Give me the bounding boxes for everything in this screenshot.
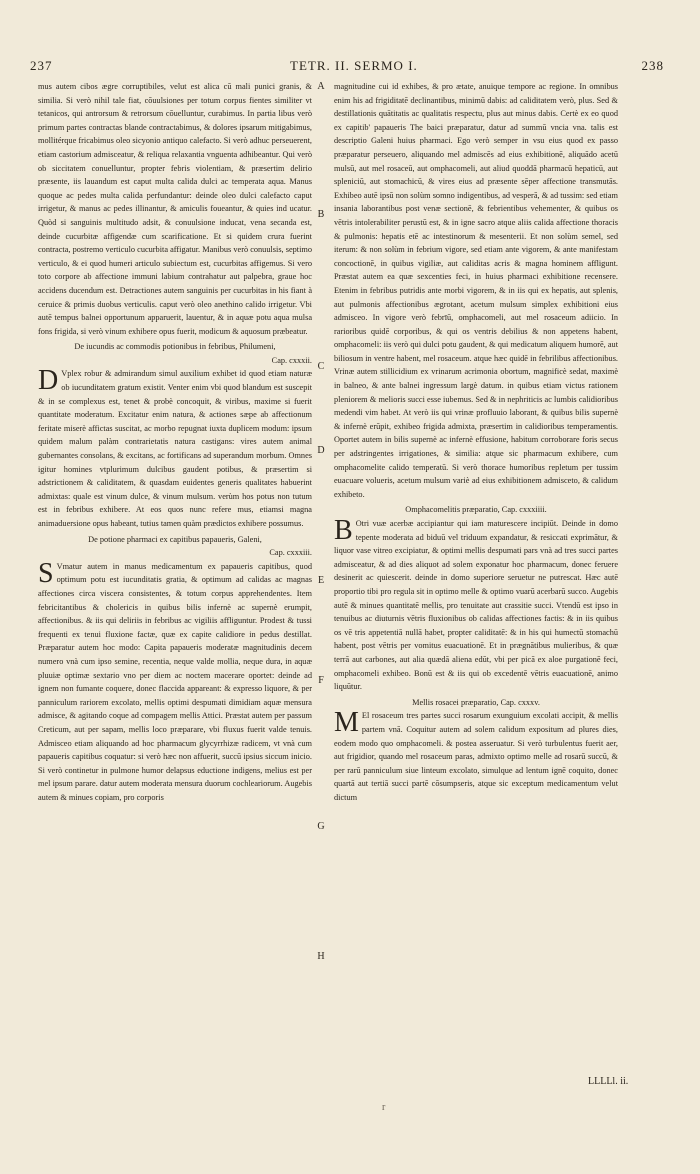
margin-letter-f: F (318, 675, 324, 686)
section-heading-omphacomelitis: Omphacomelitis præparatio, Cap. cxxxiiii. (405, 505, 547, 515)
section-heading-mellis: Mellis rosacei præparatio, Cap. cxxxv. (412, 697, 540, 707)
margin-letter-e: E (317, 575, 325, 586)
drop-cap-b: B (334, 515, 353, 546)
left-column (38, 80, 312, 804)
drop-cap-s: S (38, 557, 54, 589)
paragraph-duplex (38, 367, 312, 530)
section-heading-potione: De potione pharmaci ex capitibus papaueris, Galeni, (88, 534, 262, 544)
margin-letter-c: C (317, 361, 325, 372)
margin-letter-g: G (317, 821, 325, 832)
signature-mark: LLLLl. ii. (588, 1076, 629, 1087)
paragraph-text: Vplex robur & admirandum simul auxilium exhibet id quod etiam naturæ ob iucunditatem gratum existit. Venter enim vbi quod blandum est suscepit & in se complexus est, tenet & probè concoquit, & viribus, maxime si fuerit quantitate moderatum. Excitatur enim natura, & actiones sæpe ab affectionum feritate miserè affictas suscitat, ac morbo repugnat iuxta duplicem modum: ipsum quidem malum palàm contrarietatis natura castigans: vires autem animal gubernantes consolans, & excitans, ac fortificans ad superandum morbum. Omnes igitur homines vtplurimum dulcibus gaudent potibus, & præsertim si adstrictionem & caliditatem, & quasdam euidentes generis qualitates habuerint admixtas: quale est vinum dulce, & vinum mulsum. verùm hos potus non tutum est in febribus exhibere. At eos quos nunc refere mus, etiamsi magna animaduersione opus habeant, tutius tamen quàm prædictos exhibere possumus. (38, 369, 312, 528)
drop-cap-d: D (38, 365, 59, 397)
drop-cap-m: M (334, 707, 359, 739)
faint-mark: r (382, 1102, 386, 1113)
margin-letter-a: A (317, 81, 325, 92)
paragraph-continued: magnitudine cui id exhibes, & pro ætate, anuique tempore ac regione. In omnibus enim his ad frigiditatē declinantibus, minimū dabis: ad caliditatem verò, plus. Sed & destillationis quātitatis ac qualitatis respectu, plus aut minus dabis. Certè ex eo quod ex capitib' papaueris The baici præparatur, datur ad summū vncia vna. talis est descriptio Galeni huius pharmaci. Ego verò semper in vsu eius quod ex passo præparatur perseuero, aliquando mel admiscēs ad eius exhibitionē, aliquādo acetū mulsū, aut mel rosaceū, aut omphacomeli, aut aliud quoddā pharmacū hepaticū, aut spleniciū, aut stomachicū, & vires eius ad præsente sēper affectione transmutās. Exhibeo autē ipsū non solùm somno indigentibus, ad vesperā, & ad tussim: sed etiam insania laborantibus post venæ sectionē, & febrientibus vehementer, & quibus os vētris intolerabiliter perustū est, & in igne sacro atque aliis calida affectione thoracis & pulmonis: hepatis etē ac intestinorum & mesenterii. Et non solùm semel, sed iterum: & non solùm in febrium vigore, sed etiam ante vigorem, & ante manifestam concoctionē, in quibus vigiliæ, aut caliditas acris & magna hominem affligunt. Præstat autem ea quæ sexcenties feci, in huius pharmaci exhibitione recensere. Etenim in febribus putridis ante morbi vigorem, & in iis qui ex hepatis, aut splenis, aut pulmonis affectionibus ægrotant, acetum mulsum simplex exhibitioni eius admisceo. In vigore verò febrīū, omphacomeli, aut mel rosaceum adiicio. In rarioribus quidē corporibus, & qui os ventris debilius & non appetens habent, omphacomeli: iis verò qui dulci potu gaudent, & qui medicatum aliquem humorē, aut biliosum in ventre habent, mel rosaceum. atque hæc quidē in febrilibus affectionibus. Vrinæ autem stillicidium ex vrinarum acrimonia obortum, magnificè sedat, maximè in balneo, & ante balnei ingressum largè datum. in quibus etiam victus rationem pleniorem & melioris succi esse iubemus. Sed & in nephriticis ac lumbis calidioribus medendi vim habet. At verò iis qui vrinæ profluuio laborant, & quibus bilis supernè & infernè erūpit, exhibeo frigida admixta, præsertim in calidioribus temperamentis. Oportet autem in bilis supernè ac infernè effusione, habitum corroborare foris secus per adstringentes irrigationes, & similia: atque sic pharmacum exhibere, cum omphacomelite calido temperatū. Si verò thorace humoribus repletum per tussim euacuare volueris, acetum mulsum variè ad eius exhibitionem admisceto, & calidum exhibeto. (334, 82, 618, 499)
running-header (30, 58, 670, 78)
paragraph-mel (334, 709, 618, 804)
margin-letter-b: B (317, 209, 325, 220)
running-title: TETR. II. SERMO I. (290, 58, 418, 73)
chapter-number: Cap. cxxxiii. (269, 548, 312, 558)
paragraph-botri (334, 517, 618, 694)
section-heading-jucundis: De iucundis ac commodis potionibus in febribus, Philumeni, (74, 342, 276, 352)
chapter-number: Cap. cxxxii. (271, 355, 312, 365)
margin-letter-d: D (317, 445, 325, 456)
paragraph-text: El rosaceum tres partes succi rosarum exunguium excolati accipit, & mellis partem vnā. Coquitur autem ad solem calidum expositum ad plures dies, eodem modo quo omphacomeli. & postea asseruatur. Si verò turbulentus fuerit aer, aut frigidior, quando mel rosaceum paras, admixto optimo melle ad rosarū succū, & per rarū panniculum siue linteum excolato, simulque ad lentum ignē coquito, donec quartā aut tertiā succi partē cōsumpseris, atque sic exceptum medicamentum velut dictum (334, 711, 618, 802)
paragraph-summa (38, 557, 312, 805)
right-column (334, 80, 618, 804)
paragraph-text: Otri vuæ acerbæ accipiantur qui iam maturescere incipiūt. Deinde in domo tepente moderata ad biduū vel triduum expandatur, & resiccati exprimātur, & liquor vase vitreo excipiatur, & optimi mellis despumati pars vnà ad tres succi partes admisceatur, & ad dies aliquot ad solem exponatur hoc pharmacum, donec feruere desinerit ac quiescerit. deinde in domo superiore seruetur ne putrescat. Hæc autē proportio tibi pro regula sit in optimo melle & optimo vuarū acerbarū succo. Augebis autē & minues quantitatē mellis, pro tenuitate aut crassitie succi. Vtendū est ipso in tenuibus ac diuturnis vētris fluxionibus ob calidas affectiones factis: & in iis quibus os vē tris appetentiā nullā habet, propter caliditatē: & in his qui humectū stomachū habent, post vētris per vomitus euacuationē. Et in prægnātibus mulieribus, & quæ terrā aut carbones, aut alia quædā aliena edūt, vbi per picā ex aloe purgationē feci, omphacomeli exhibeo. Bonū est & iis qui ob excedentē vētris euacuationē, animo liquūtur. (334, 519, 618, 692)
margin-letter-h: H (317, 951, 325, 962)
paragraph-text: Vmatur autem in manus medicamentum ex papaueris capitibus, quod optimum potu est iucunditatis gratia, & optimum ad calidas ac magnas affectiones circa viscera consistentes, & totum corpus apprehendentes. Item febricitantibus & cholericis in quibus bilis infernè ac supernè erumpit, affectionibus. & iis qui deliriis in febribus ac vigiliis affliguntur. Prodest & tussi frequenti ex tenui fluxione factæ, quæ ex capite calidiore in pedus destillat. Præparatur autem hoc modo: Capita papaueris moderatæ magnitudinis decem numero vnà cum ipso semine, recentia, neque valde mollia, neque dura, in aquæ pluuiæ optimæ sextario vno per diem ac noctem macerare oportet: deinde ad ignem non fumante coquere, donec flaccida appareant: & expresso liquore, & per panniculum rariorem excolato, mellis optimi despumati dimidiam aquæ mensura admisce, & agitando coque ad compagem mellis Attici. Præstat autem per passum Creticum, aut per sapam, mellis loco præparare, vbi fluxus fuerit valde tenuis. Admisceo etiam aliquando ad hoc pharmacum glycyrrhizæ radicem, vt vnà cum papaueris capitibus coquatur: si verò hæc non affuerit, succū ipsius siccum inicio. Si verò continetur in pulmone humor delapsus eductione indigens, melius est per mel ipsum parare. datur autem moderata mensura duorum cochleariorum. Augebis autem & minues copiam, pro corporis (38, 561, 312, 802)
paragraph-opening: mus autem cibos ægre corruptibiles, velut est alica cū mali punici granis, & similia. Si verò nihil tale fiat, cōuulsiones per totum corpus fientes similiter vt tetanicos, qui antrorsum & retrorsum cōuelluntur, curabimus. In partia libus verò primum partes contractas blande contractabimus, & dolores ipsarum mitigabimus, mollitérque fricabimus oleo sicyonio antiquo calefacto. Si verò adhuc perseuerent, etiam castorium admisceatur, & reliqua relaxantia vnguenta adhibeantur. Qui verò ob siccitatem conuelluntur, propter febris violentiam, & præsertim delirio præsente, iis lauandum est caput multa calida dulci ac temperata aqua. Manus quoque ac pedes multa calida perfundantur: deinde oleo dulci calefacto caput irrigetur, & manus ac pedes illinantur, & amiculis foueantur, & quies ind ucatur. Quòd si sanguinis multitudo adsit, & conuulsione inducat, vena secanda est, deinde cucurbitæ affigendæ cum scarificatione. Et si quidem crura fuerint contracta, postremo verticulo cucurbita affigatur. Manibus verò conuulsis, septimo verticulo, & ei quod humeri articulo subiectum est, cucurbitas affigemus. Si vero toto corpore ab affectione immuni labium contrahatur aut palpebra, graue hoc accidens ducendum est. Detractiones autem sanguinis per cucurbitas in his fiant à ceruice & primis duobus verticulis. caput verò oleo anethino calido irrigetur. Vbi autē tempus balnei opportunum apparuerit, lauentur, & in aquæ potu aqua mulsa fons frigida, si verò vinum exhibere opus fuerit, modicum & aquosum præbeatur. (38, 82, 312, 336)
page-number-left: 237 (30, 58, 53, 73)
page-number-right: 238 (641, 58, 664, 73)
